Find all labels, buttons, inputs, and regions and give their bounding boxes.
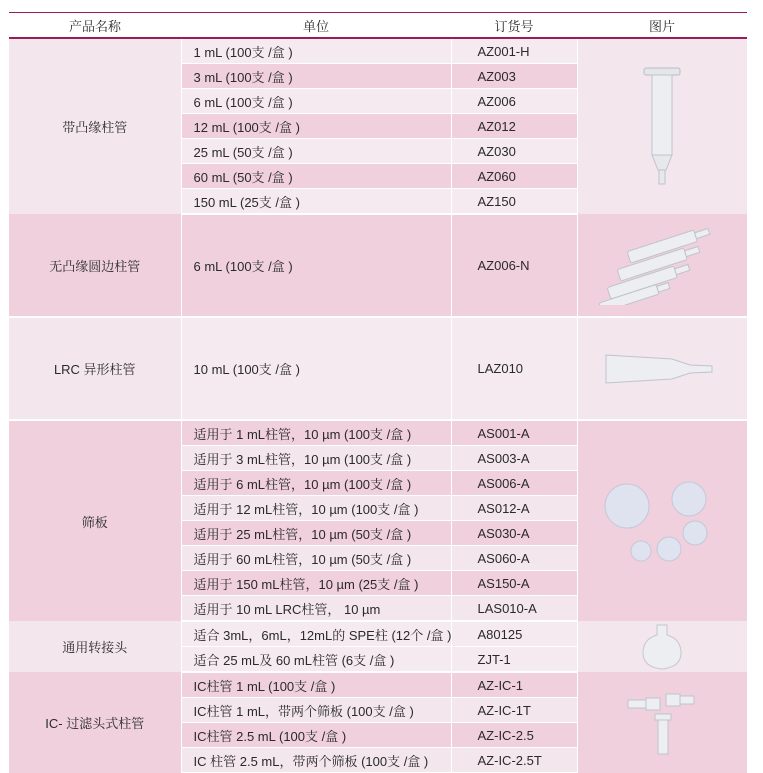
frit-discs-icon xyxy=(597,471,727,571)
flanged-column-tube-icon xyxy=(642,62,682,192)
unit-cell: 适用于 25 mL柱管，10 µm (50支 /盒 ) xyxy=(181,521,451,546)
product-group-adapter xyxy=(9,621,747,672)
order-code-cell: AZ150 xyxy=(451,189,577,215)
product-name: 带凸缘柱管 xyxy=(9,38,181,214)
order-code-cell: AZ-IC-1 xyxy=(451,672,577,698)
header-image: 图片 xyxy=(577,13,747,39)
product-name: IC- 过滤头式柱管 xyxy=(9,672,181,773)
unit-cell: IC柱管 2.5 mL (100支 /盒 ) xyxy=(181,723,451,748)
order-code-cell: AZ006 xyxy=(451,89,577,114)
order-code-cell: AS006-A xyxy=(451,471,577,496)
order-code-cell: AS150-A xyxy=(451,571,577,596)
header-code: 订货号 xyxy=(451,13,577,39)
unit-cell: 适合 3mL，6mL，12mL的 SPE柱 (12个 /盒 ) xyxy=(181,621,451,647)
unit-cell: IC 柱管 2.5 mL，带两个筛板 (100支 /盒 ) xyxy=(181,748,451,773)
product-group-lrc-tube xyxy=(9,317,747,420)
product-name: 无凸缘圆边柱管 xyxy=(9,214,181,317)
header-row xyxy=(9,13,747,39)
table-row xyxy=(9,214,747,317)
order-code-cell: LAZ010 xyxy=(451,317,577,420)
order-code-cell: AZ012 xyxy=(451,114,577,139)
order-code-cell: AS012-A xyxy=(451,496,577,521)
product-image-cell xyxy=(577,420,747,621)
table-row xyxy=(9,672,747,698)
product-table xyxy=(9,12,747,773)
unit-cell: 适用于 3 mL柱管，10 µm (100支 /盒 ) xyxy=(181,446,451,471)
order-code-cell: AZ001-H xyxy=(451,38,577,64)
unit-cell: 适用于 150 mL柱管，10 µm (25支 /盒 ) xyxy=(181,571,451,596)
unit-cell: 适用于 12 mL柱管，10 µm (100支 /盒 ) xyxy=(181,496,451,521)
order-code-cell: AZ003 xyxy=(451,64,577,89)
order-code-cell: AZ-IC-2.5 xyxy=(451,723,577,748)
unit-cell: IC柱管 1 mL，带两个筛板 (100支 /盒 ) xyxy=(181,698,451,723)
order-code-cell: ZJT-1 xyxy=(451,647,577,673)
unit-cell: 12 mL (100支 /盒 ) xyxy=(181,114,451,139)
product-image-cell xyxy=(577,621,747,672)
lrc-column-tube-icon xyxy=(602,349,722,389)
unit-cell: 6 mL (100支 /盒 ) xyxy=(181,214,451,317)
order-code-cell: AS060-A xyxy=(451,546,577,571)
product-group-flanged-tube xyxy=(9,38,747,214)
order-code-cell: AS001-A xyxy=(451,420,577,446)
unit-cell: 1 mL (100支 /盒 ) xyxy=(181,38,451,64)
order-code-cell: A80125 xyxy=(451,621,577,647)
order-code-cell: AZ006-N xyxy=(451,214,577,317)
table-row xyxy=(9,317,747,420)
unit-cell: 6 mL (100支 /盒 ) xyxy=(181,89,451,114)
product-group-ic-filter-tube xyxy=(9,672,747,773)
product-group-frits xyxy=(9,420,747,621)
product-image-cell xyxy=(577,672,747,773)
product-name: LRC 异形柱管 xyxy=(9,317,181,420)
header-name: 产品名称 xyxy=(9,13,181,39)
product-image-cell xyxy=(577,317,747,420)
adapter-icon xyxy=(637,623,687,671)
order-code-cell: AZ030 xyxy=(451,139,577,164)
unit-cell: 适用于 10 mL LRC柱管， 10 µm xyxy=(181,596,451,622)
ic-filter-column-icon xyxy=(622,682,702,762)
table-row xyxy=(9,621,747,647)
unit-cell: 适合 25 mL及 60 mL柱管 (6支 /盒 ) xyxy=(181,647,451,673)
non-flanged-column-tubes-icon xyxy=(597,225,727,305)
order-code-cell: AZ-IC-1T xyxy=(451,698,577,723)
order-code-cell: AS003-A xyxy=(451,446,577,471)
header-unit: 单位 xyxy=(181,13,451,39)
unit-cell: 60 mL (50支 /盒 ) xyxy=(181,164,451,189)
product-image-cell xyxy=(577,214,747,317)
product-group-non-flanged-tube xyxy=(9,214,747,317)
product-name: 通用转接头 xyxy=(9,621,181,672)
unit-cell: 150 mL (25支 /盒 ) xyxy=(181,189,451,215)
unit-cell: 10 mL (100支 /盒 ) xyxy=(181,317,451,420)
table-row xyxy=(9,420,747,446)
unit-cell: 3 mL (100支 /盒 ) xyxy=(181,64,451,89)
order-code-cell: AZ060 xyxy=(451,164,577,189)
unit-cell: IC柱管 1 mL (100支 /盒 ) xyxy=(181,672,451,698)
order-code-cell: AZ-IC-2.5T xyxy=(451,748,577,773)
order-code-cell: AS030-A xyxy=(451,521,577,546)
unit-cell: 适用于 60 mL柱管，10 µm (50支 /盒 ) xyxy=(181,546,451,571)
product-name: 筛板 xyxy=(9,420,181,621)
product-image-cell xyxy=(577,38,747,214)
unit-cell: 适用于 6 mL柱管，10 µm (100支 /盒 ) xyxy=(181,471,451,496)
unit-cell: 适用于 1 mL柱管，10 µm (100支 /盒 ) xyxy=(181,420,451,446)
table-row xyxy=(9,38,747,64)
unit-cell: 25 mL (50支 /盒 ) xyxy=(181,139,451,164)
order-code-cell: LAS010-A xyxy=(451,596,577,622)
